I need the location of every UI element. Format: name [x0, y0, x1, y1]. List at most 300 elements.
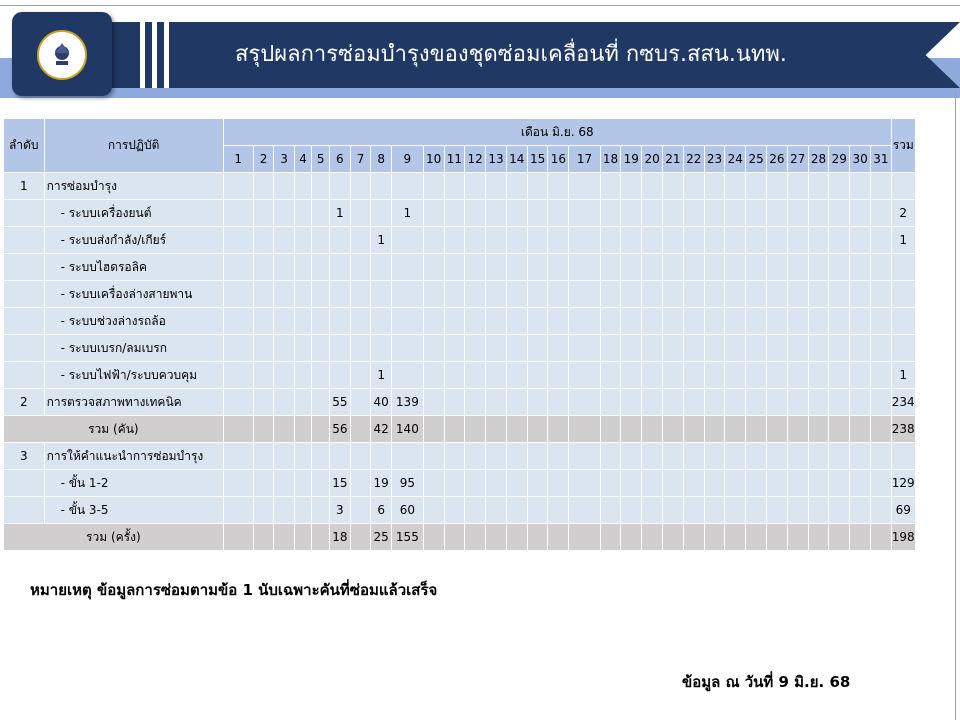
- day-cell-4: [294, 308, 312, 335]
- day-cell-7: [350, 173, 370, 200]
- day-cell-6: 56: [329, 416, 350, 443]
- day-cell-31: [870, 227, 891, 254]
- day-cell-7: [350, 335, 370, 362]
- row-total: [891, 335, 915, 362]
- day-cell-3: [274, 308, 294, 335]
- day-cell-4: [294, 497, 312, 524]
- day-cell-21: [663, 335, 684, 362]
- day-cell-15: [527, 173, 548, 200]
- day-cell-26: [767, 389, 788, 416]
- day-cell-26: [767, 227, 788, 254]
- day-cell-27: [787, 200, 808, 227]
- day-header-18: 18: [600, 146, 621, 173]
- day-cell-20: [642, 227, 663, 254]
- day-cell-5: [312, 227, 330, 254]
- day-cell-18: [600, 524, 621, 551]
- day-cell-22: [683, 281, 704, 308]
- day-cell-30: [850, 227, 871, 254]
- day-cell-4: [294, 173, 312, 200]
- row-action-label: - ระบบเบรก/ลมเบรก: [44, 335, 223, 362]
- day-cell-1: [223, 524, 253, 551]
- day-cell-17: [569, 524, 600, 551]
- row-action-label: - ระบบไฟฟ้า/ระบบควบคุม: [44, 362, 223, 389]
- day-cell-15: [527, 416, 548, 443]
- day-cell-9: [392, 254, 424, 281]
- day-cell-15: [527, 335, 548, 362]
- page-title: สรุปผลการซ่อมบำรุงของชุดซ่อมเคลื่อนที่ กซบร.สสน.นทพ.: [235, 42, 787, 67]
- day-cell-10: [423, 470, 444, 497]
- day-cell-9: [392, 227, 424, 254]
- day-cell-4: [294, 389, 312, 416]
- day-cell-23: [704, 524, 725, 551]
- day-cell-13: [486, 470, 507, 497]
- day-cell-3: [274, 227, 294, 254]
- day-cell-28: [808, 443, 829, 470]
- day-cell-24: [725, 173, 746, 200]
- day-cell-5: [312, 389, 330, 416]
- day-cell-20: [642, 308, 663, 335]
- day-cell-20: [642, 254, 663, 281]
- row-number: [4, 200, 45, 227]
- day-cell-26: [767, 416, 788, 443]
- day-cell-18: [600, 335, 621, 362]
- table-row: [4, 281, 960, 308]
- day-cell-22: [683, 443, 704, 470]
- day-cell-23: [704, 497, 725, 524]
- day-cell-4: [294, 200, 312, 227]
- day-header-6: 6: [329, 146, 350, 173]
- day-cell-30: [850, 335, 871, 362]
- day-cell-14: [506, 497, 527, 524]
- header-month: เดือน มิ.ย. 68: [223, 119, 891, 146]
- day-cell-5: [312, 173, 330, 200]
- day-cell-2: [253, 470, 273, 497]
- day-cell-13: [486, 335, 507, 362]
- row-action-label: - ระบบไฮดรอลิค: [44, 254, 223, 281]
- day-cell-17: [569, 362, 600, 389]
- day-cell-16: [548, 200, 569, 227]
- day-cell-2: [253, 281, 273, 308]
- day-cell-22: [683, 416, 704, 443]
- day-cell-14: [506, 470, 527, 497]
- day-cell-5: [312, 524, 330, 551]
- row-action-label: - ขั้น 1-2: [44, 470, 223, 497]
- day-cell-17: [569, 281, 600, 308]
- day-cell-9: 140: [392, 416, 424, 443]
- day-header-24: 24: [725, 146, 746, 173]
- day-cell-13: [486, 362, 507, 389]
- day-cell-14: [506, 416, 527, 443]
- row-action-label: การซ่อมบำรุง: [44, 173, 223, 200]
- day-cell-16: [548, 335, 569, 362]
- day-cell-3: [274, 254, 294, 281]
- day-cell-28: [808, 524, 829, 551]
- day-cell-3: [274, 416, 294, 443]
- day-cell-2: [253, 227, 273, 254]
- day-cell-24: [725, 281, 746, 308]
- day-cell-25: [746, 497, 767, 524]
- day-cell-24: [725, 335, 746, 362]
- day-cell-31: [870, 524, 891, 551]
- day-cell-25: [746, 524, 767, 551]
- day-cell-8: [371, 173, 392, 200]
- day-cell-26: [767, 308, 788, 335]
- day-cell-19: [621, 227, 642, 254]
- day-cell-29: [829, 497, 850, 524]
- day-cell-12: [465, 362, 486, 389]
- day-cell-8: 40: [371, 389, 392, 416]
- day-cell-16: [548, 497, 569, 524]
- day-cell-7: [350, 281, 370, 308]
- row-total: [891, 308, 915, 335]
- day-cell-4: [294, 254, 312, 281]
- day-cell-9: [392, 173, 424, 200]
- day-cell-16: [548, 362, 569, 389]
- day-cell-25: [746, 443, 767, 470]
- table-header-row: [4, 119, 960, 146]
- day-cell-11: [444, 227, 465, 254]
- day-cell-6: [329, 362, 350, 389]
- day-cell-11: [444, 524, 465, 551]
- day-cell-27: [787, 335, 808, 362]
- day-cell-2: [253, 308, 273, 335]
- day-cell-13: [486, 227, 507, 254]
- day-header-16: 16: [548, 146, 569, 173]
- day-cell-8: 25: [371, 524, 392, 551]
- day-cell-8: [371, 443, 392, 470]
- day-cell-27: [787, 254, 808, 281]
- day-cell-15: [527, 308, 548, 335]
- day-cell-23: [704, 389, 725, 416]
- day-cell-19: [621, 173, 642, 200]
- row-number: 2: [4, 389, 45, 416]
- day-cell-15: [527, 524, 548, 551]
- day-cell-27: [787, 227, 808, 254]
- maintenance-summary-table: [3, 118, 960, 551]
- day-header-22: 22: [683, 146, 704, 173]
- day-cell-16: [548, 389, 569, 416]
- day-cell-4: [294, 416, 312, 443]
- day-cell-17: [569, 308, 600, 335]
- day-cell-14: [506, 227, 527, 254]
- day-cell-7: [350, 200, 370, 227]
- day-cell-17: [569, 254, 600, 281]
- row-total: 234: [891, 389, 915, 416]
- day-cell-7: [350, 443, 370, 470]
- day-cell-9: 95: [392, 470, 424, 497]
- day-cell-28: [808, 200, 829, 227]
- title-stripe: [140, 22, 145, 88]
- day-cell-4: [294, 362, 312, 389]
- day-cell-6: [329, 335, 350, 362]
- day-header-2: 2: [253, 146, 273, 173]
- day-cell-12: [465, 281, 486, 308]
- day-cell-25: [746, 200, 767, 227]
- day-cell-15: [527, 254, 548, 281]
- day-cell-13: [486, 173, 507, 200]
- table-row: [4, 497, 960, 524]
- day-cell-1: [223, 308, 253, 335]
- day-cell-22: [683, 227, 704, 254]
- day-header-27: 27: [787, 146, 808, 173]
- row-action-label: - ขั้น 3-5: [44, 497, 223, 524]
- day-cell-31: [870, 173, 891, 200]
- title-stripe: [152, 22, 157, 88]
- day-header-23: 23: [704, 146, 725, 173]
- day-cell-1: [223, 335, 253, 362]
- row-number: [4, 362, 45, 389]
- day-cell-31: [870, 281, 891, 308]
- row-number: [4, 497, 45, 524]
- day-header-4: 4: [294, 146, 312, 173]
- day-cell-14: [506, 254, 527, 281]
- day-cell-26: [767, 497, 788, 524]
- day-cell-23: [704, 443, 725, 470]
- day-cell-2: [253, 443, 273, 470]
- day-cell-2: [253, 173, 273, 200]
- day-cell-14: [506, 281, 527, 308]
- day-cell-31: [870, 335, 891, 362]
- day-cell-10: [423, 308, 444, 335]
- day-cell-16: [548, 254, 569, 281]
- table-row: [4, 227, 960, 254]
- day-cell-26: [767, 335, 788, 362]
- header-no: ลำดับ: [4, 119, 45, 173]
- day-cell-16: [548, 227, 569, 254]
- day-cell-19: [621, 362, 642, 389]
- day-cell-16: [548, 524, 569, 551]
- day-cell-2: [253, 254, 273, 281]
- day-cell-13: [486, 254, 507, 281]
- day-cell-7: [350, 497, 370, 524]
- day-cell-27: [787, 281, 808, 308]
- day-cell-21: [663, 470, 684, 497]
- day-cell-29: [829, 416, 850, 443]
- day-cell-11: [444, 416, 465, 443]
- day-cell-24: [725, 416, 746, 443]
- day-cell-12: [465, 416, 486, 443]
- day-cell-28: [808, 173, 829, 200]
- day-cell-21: [663, 227, 684, 254]
- row-total: 238: [891, 416, 915, 443]
- day-cell-18: [600, 254, 621, 281]
- day-cell-20: [642, 200, 663, 227]
- day-cell-11: [444, 497, 465, 524]
- day-cell-28: [808, 227, 829, 254]
- row-number: [4, 335, 45, 362]
- day-cell-27: [787, 524, 808, 551]
- day-cell-20: [642, 416, 663, 443]
- day-cell-19: [621, 335, 642, 362]
- day-cell-29: [829, 254, 850, 281]
- table-row: [4, 173, 960, 200]
- day-cell-8: 1: [371, 227, 392, 254]
- day-cell-1: [223, 362, 253, 389]
- table-row: [4, 524, 960, 551]
- day-cell-31: [870, 443, 891, 470]
- day-cell-23: [704, 254, 725, 281]
- row-number: [4, 281, 45, 308]
- day-cell-18: [600, 308, 621, 335]
- day-cell-13: [486, 497, 507, 524]
- day-cell-22: [683, 200, 704, 227]
- day-cell-31: [870, 200, 891, 227]
- day-cell-14: [506, 389, 527, 416]
- day-cell-27: [787, 389, 808, 416]
- day-cell-22: [683, 524, 704, 551]
- table-row: [4, 308, 960, 335]
- day-cell-8: [371, 308, 392, 335]
- day-cell-29: [829, 227, 850, 254]
- day-cell-24: [725, 389, 746, 416]
- day-cell-29: [829, 389, 850, 416]
- table-row: [4, 470, 960, 497]
- day-cell-29: [829, 443, 850, 470]
- day-cell-10: [423, 443, 444, 470]
- day-cell-25: [746, 470, 767, 497]
- day-cell-1: [223, 227, 253, 254]
- day-cell-13: [486, 281, 507, 308]
- day-cell-23: [704, 173, 725, 200]
- day-cell-7: [350, 227, 370, 254]
- day-cell-26: [767, 200, 788, 227]
- day-cell-26: [767, 362, 788, 389]
- day-cell-19: [621, 254, 642, 281]
- day-cell-9: [392, 335, 424, 362]
- day-cell-11: [444, 254, 465, 281]
- day-header-25: 25: [746, 146, 767, 173]
- header-total: รวม: [891, 119, 915, 173]
- day-cell-6: 55: [329, 389, 350, 416]
- row-total: [891, 254, 915, 281]
- day-cell-5: [312, 443, 330, 470]
- data-as-of: ข้อมูล ณ วันที่ 9 มิ.ย. 68: [682, 673, 851, 691]
- day-cell-7: [350, 470, 370, 497]
- day-cell-15: [527, 227, 548, 254]
- day-cell-10: [423, 362, 444, 389]
- day-cell-30: [850, 281, 871, 308]
- day-cell-15: [527, 362, 548, 389]
- day-cell-12: [465, 254, 486, 281]
- day-cell-18: [600, 443, 621, 470]
- day-cell-17: [569, 173, 600, 200]
- day-cell-2: [253, 416, 273, 443]
- day-cell-5: [312, 308, 330, 335]
- day-cell-21: [663, 443, 684, 470]
- day-cell-30: [850, 308, 871, 335]
- day-cell-13: [486, 308, 507, 335]
- day-cell-22: [683, 497, 704, 524]
- day-cell-7: [350, 389, 370, 416]
- day-cell-2: [253, 335, 273, 362]
- day-cell-15: [527, 389, 548, 416]
- day-header-9: 9: [392, 146, 424, 173]
- day-cell-11: [444, 308, 465, 335]
- day-cell-10: [423, 281, 444, 308]
- day-cell-22: [683, 173, 704, 200]
- day-cell-6: 18: [329, 524, 350, 551]
- day-cell-28: [808, 389, 829, 416]
- day-cell-3: [274, 200, 294, 227]
- day-cell-22: [683, 335, 704, 362]
- day-cell-12: [465, 173, 486, 200]
- day-cell-18: [600, 227, 621, 254]
- day-header-1: 1: [223, 146, 253, 173]
- day-cell-10: [423, 227, 444, 254]
- day-cell-10: [423, 497, 444, 524]
- day-cell-29: [829, 200, 850, 227]
- day-cell-19: [621, 443, 642, 470]
- day-cell-24: [725, 497, 746, 524]
- day-cell-23: [704, 335, 725, 362]
- day-cell-30: [850, 524, 871, 551]
- day-cell-20: [642, 362, 663, 389]
- day-cell-27: [787, 443, 808, 470]
- day-cell-10: [423, 416, 444, 443]
- day-cell-16: [548, 470, 569, 497]
- title-stripe: [164, 22, 169, 88]
- day-cell-1: [223, 389, 253, 416]
- day-cell-20: [642, 389, 663, 416]
- day-cell-23: [704, 281, 725, 308]
- day-cell-11: [444, 200, 465, 227]
- day-cell-29: [829, 173, 850, 200]
- day-cell-30: [850, 200, 871, 227]
- day-cell-8: [371, 254, 392, 281]
- day-cell-3: [274, 335, 294, 362]
- day-cell-30: [850, 443, 871, 470]
- row-total: 198: [891, 524, 915, 551]
- day-cell-21: [663, 416, 684, 443]
- day-cell-11: [444, 335, 465, 362]
- top-border-line: [0, 0, 960, 6]
- table-row: [4, 416, 960, 443]
- day-cell-13: [486, 200, 507, 227]
- day-cell-21: [663, 362, 684, 389]
- day-cell-25: [746, 254, 767, 281]
- day-header-11: 11: [444, 146, 465, 173]
- day-cell-13: [486, 524, 507, 551]
- day-cell-19: [621, 524, 642, 551]
- day-cell-24: [725, 227, 746, 254]
- row-number: [4, 254, 45, 281]
- day-cell-6: [329, 173, 350, 200]
- day-cell-27: [787, 362, 808, 389]
- day-cell-10: [423, 389, 444, 416]
- day-cell-21: [663, 524, 684, 551]
- day-cell-6: [329, 254, 350, 281]
- day-cell-1: [223, 497, 253, 524]
- day-cell-11: [444, 281, 465, 308]
- day-cell-12: [465, 200, 486, 227]
- day-cell-14: [506, 443, 527, 470]
- day-cell-16: [548, 416, 569, 443]
- table-row: [4, 443, 960, 470]
- day-cell-28: [808, 416, 829, 443]
- day-cell-12: [465, 227, 486, 254]
- day-cell-20: [642, 443, 663, 470]
- day-header-3: 3: [274, 146, 294, 173]
- day-cell-18: [600, 281, 621, 308]
- day-cell-28: [808, 254, 829, 281]
- day-cell-10: [423, 200, 444, 227]
- day-cell-20: [642, 281, 663, 308]
- day-cell-21: [663, 200, 684, 227]
- day-cell-4: [294, 227, 312, 254]
- day-cell-26: [767, 254, 788, 281]
- day-cell-5: [312, 335, 330, 362]
- day-cell-31: [870, 389, 891, 416]
